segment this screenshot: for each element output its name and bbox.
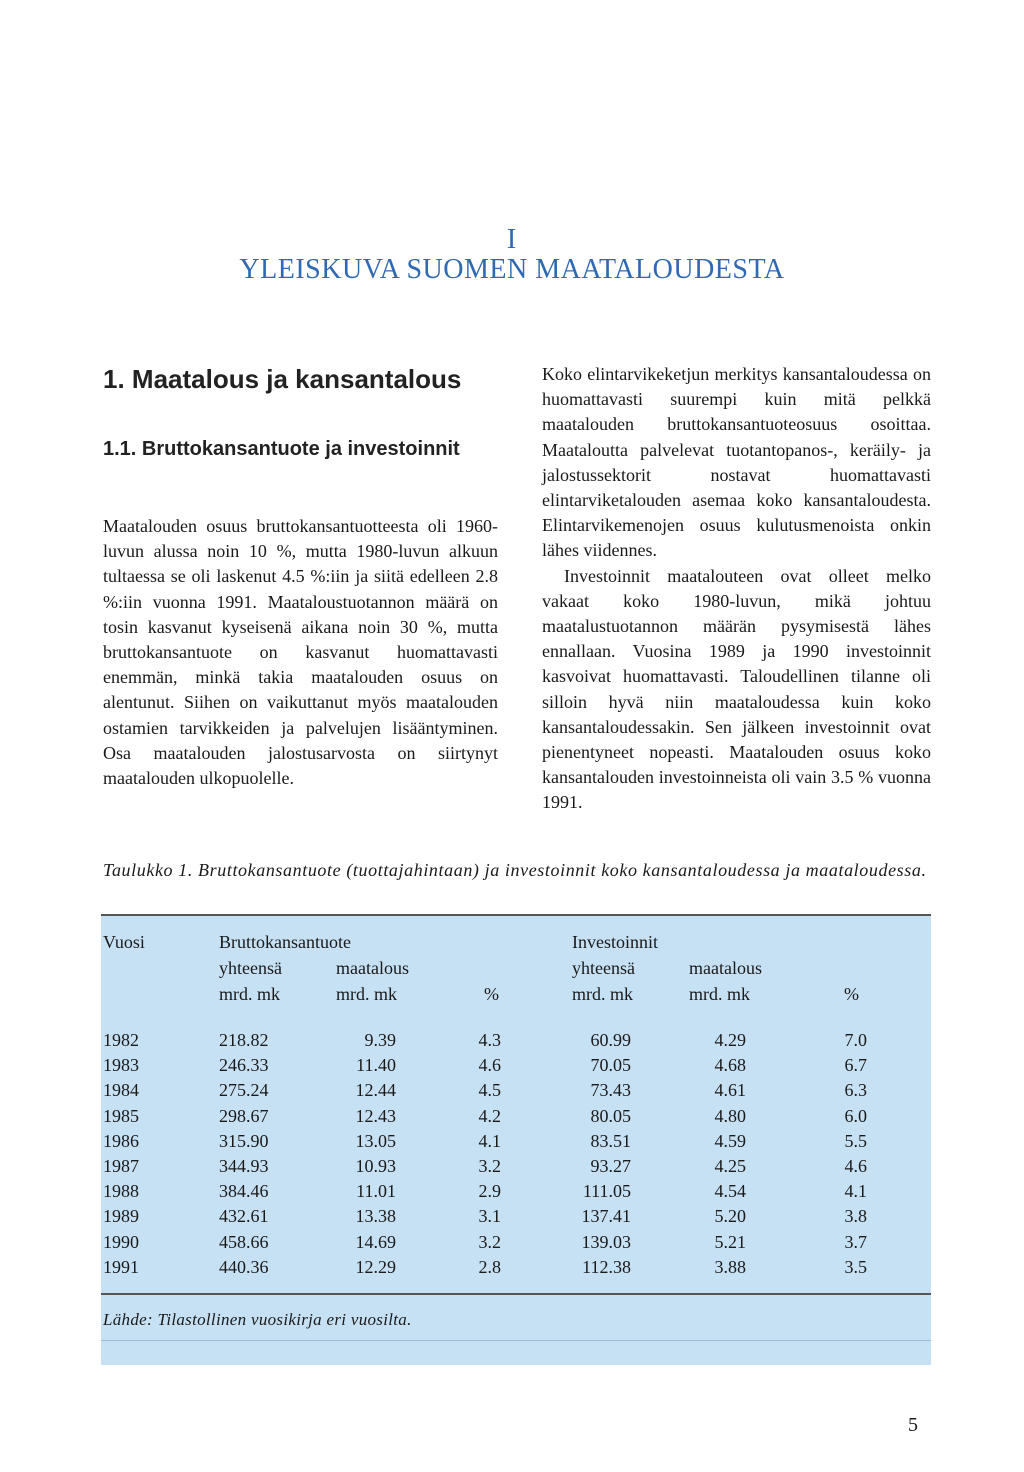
cell-inv-agri: 5.20: [714, 1206, 746, 1227]
cell-gdp-total: 275.24: [219, 1080, 269, 1101]
cell-gdp-total: 458.66: [219, 1231, 269, 1252]
chapter-title: YLEISKUVA SUOMEN MAATALOUDESTA: [239, 254, 785, 285]
cell-inv-total: 70.05: [590, 1055, 631, 1076]
cell-inv-total: 93.27: [590, 1156, 631, 1176]
cell-year: 1990: [103, 1231, 139, 1252]
page-number: 5: [908, 1414, 918, 1436]
header-inv-total: yhteensä: [572, 958, 635, 978]
cell-inv-total: 137.41: [581, 1206, 631, 1227]
cell-inv-percent: 3.8: [844, 1206, 867, 1227]
table-source: Lähde: Tilastollinen vuosikirja eri vuosilta.: [103, 1310, 412, 1329]
cell-gdp-total: 315.90: [219, 1130, 269, 1151]
cell-gdp-percent: 3.2: [478, 1156, 501, 1176]
cell-gdp-percent: 4.2: [478, 1105, 501, 1126]
cell-year: 1982: [103, 1030, 139, 1050]
cell-inv-total: 60.99: [590, 1030, 631, 1050]
cell-gdp-percent: 3.1: [478, 1206, 501, 1227]
header-gdp-total-unit: mrd. mk: [219, 984, 280, 1004]
cell-inv-percent: 7.0: [844, 1030, 867, 1050]
cell-gdp-agri: 12.43: [355, 1105, 396, 1126]
cell-inv-agri: 4.29: [714, 1030, 746, 1050]
table-end-rule: [101, 1340, 931, 1341]
cell-inv-total: 112.38: [582, 1256, 631, 1277]
header-investment-group: Investoinnit: [572, 932, 658, 952]
cell-inv-percent: 6.0: [844, 1105, 867, 1126]
cell-inv-total: 111.05: [582, 1181, 631, 1202]
cell-gdp-agri: 14.69: [355, 1231, 396, 1252]
data-table: [101, 914, 931, 1365]
cell-year: 1987: [103, 1156, 139, 1176]
cell-inv-percent: 6.7: [844, 1055, 867, 1076]
cell-gdp-agri: 9.39: [364, 1030, 396, 1050]
cell-inv-total: 139.03: [581, 1231, 631, 1252]
table-bottom-rule: [101, 1293, 931, 1295]
cell-gdp-total: 384.46: [219, 1181, 269, 1202]
left-paragraph: Maatalouden osuus bruttokansantuotteesta oli 1960-luvun alussa noin 10 %, mutta 1980-luvun alkuun tultaessa se oli laskenut 4.5 %:iin ja siitä edelleen 2.8 %:iin vuonna 1991. Maataloustuotannon määrä on tosin kasvanut kyseisenä aikana noin 30 %, mutta bruttokansantuote on kasvanut huomattavasti enemmän, minkä takia maatalouden osuus on alentunut. Siihen on vaikuttanut myös maatalouden ostamien tarvikkeiden ja palvelujen lisääntyminen. Osa maatalouden jalostusarvosta on siirtynyt maatalouden ulkopuolelle.: [103, 516, 498, 789]
right-paragraph-2: Investoinnit maatalouteen ovat olleet melko vakaat koko 1980-luvun, mikä johtuu maatalustuotannon määrän pysymisestä lähes ennallaan. Vuosina 1989 ja 1990 investoinnit kasvoivat huomattavasti. Taloudellinen tilanne oli silloin hyvä niin maataloudessa kuin koko kansantaloudessakin. Sen jälkeen investoinnit ovat pienentyneet nopeasti. Maatalouden osuus koko kansantalouden investoinneista oli vain 3.5 % vuonna 1991.: [542, 565, 931, 813]
cell-gdp-total: 246.33: [219, 1055, 269, 1076]
table-caption: Taulukko 1. Bruttokansantuote (tuottajahintaan) ja investoinnit koko kansantaloudessa ja maataloudessa.: [103, 860, 927, 880]
cell-gdp-agri: 11.40: [356, 1055, 396, 1076]
cell-inv-agri: 4.61: [714, 1080, 746, 1101]
cell-gdp-agri: 12.44: [355, 1080, 396, 1101]
cell-gdp-agri: 13.05: [355, 1130, 396, 1151]
cell-inv-agri: 4.54: [714, 1181, 746, 1202]
cell-gdp-percent: 3.2: [478, 1231, 501, 1252]
cell-year: 1991: [103, 1256, 139, 1277]
header-gdp-group: Bruttokansantuote: [219, 932, 351, 952]
right-column: [542, 362, 931, 816]
subsection-heading: 1.1. Bruttokansantuote ja investoinnit: [103, 438, 460, 460]
cell-year: 1984: [103, 1080, 139, 1101]
cell-inv-agri: 5.21: [714, 1231, 746, 1252]
cell-gdp-total: 218.82: [219, 1030, 269, 1050]
header-gdp-total: yhteensä: [219, 958, 282, 978]
cell-year: 1988: [103, 1181, 139, 1202]
table-top-rule: [101, 914, 931, 916]
cell-inv-total: 80.05: [590, 1105, 631, 1126]
header-year: Vuosi: [103, 932, 145, 952]
cell-inv-percent: 5.5: [844, 1130, 867, 1151]
cell-inv-agri: 3.88: [714, 1256, 746, 1277]
cell-inv-percent: 4.6: [844, 1156, 867, 1176]
cell-gdp-percent: 2.9: [478, 1181, 501, 1202]
cell-gdp-total: 344.93: [219, 1156, 269, 1176]
cell-inv-percent: 4.1: [844, 1181, 867, 1202]
cell-gdp-percent: 4.3: [478, 1030, 501, 1050]
cell-year: 1989: [103, 1206, 139, 1227]
cell-inv-total: 83.51: [590, 1130, 631, 1151]
chapter-number: I: [506, 224, 518, 255]
header-gdp-percent: %: [484, 984, 499, 1004]
cell-gdp-percent: 4.1: [478, 1130, 501, 1151]
cell-inv-agri: 4.80: [714, 1105, 746, 1126]
cell-year: 1983: [103, 1055, 139, 1076]
cell-inv-total: 73.43: [590, 1080, 631, 1101]
cell-gdp-agri: 12.29: [355, 1256, 396, 1277]
cell-year: 1986: [103, 1130, 139, 1151]
cell-gdp-total: 298.67: [219, 1105, 269, 1126]
left-column: [103, 514, 498, 791]
section-heading: 1. Maatalous ja kansantalous: [103, 364, 462, 394]
cell-inv-agri: 4.59: [714, 1130, 746, 1151]
cell-inv-percent: 3.7: [844, 1231, 867, 1252]
cell-inv-percent: 6.3: [844, 1080, 867, 1101]
cell-gdp-percent: 4.6: [478, 1055, 501, 1076]
cell-gdp-percent: 4.5: [478, 1080, 501, 1101]
cell-gdp-agri: 13.38: [355, 1206, 396, 1227]
cell-gdp-percent: 2.8: [478, 1256, 501, 1277]
cell-inv-agri: 4.25: [714, 1156, 746, 1176]
header-gdp-agri: maatalous: [336, 958, 409, 978]
cell-gdp-total: 432.61: [219, 1206, 269, 1227]
cell-gdp-total: 440.36: [219, 1256, 269, 1277]
right-paragraph-1: Koko elintarvikeketjun merkitys kansantaloudessa on huomattavasti suurempi kuin mitä pelkkä maatalouden bruttokansantuoteosuus osoittaa. Maataloutta palvelevat tuotantopanos-, keräily- ja jalostussektorit nostavat huomattavasti elintarviketalouden asemaa koko kansantaloudesta. Elintarvikemenojen osuus kulutusmenoista onkin lähes viidennes.: [542, 364, 931, 561]
header-inv-agri: maatalous: [689, 958, 762, 978]
header-inv-agri-unit: mrd. mk: [689, 984, 750, 1004]
cell-gdp-agri: 11.01: [356, 1181, 396, 1202]
header-inv-percent: %: [844, 984, 859, 1004]
header-gdp-agri-unit: mrd. mk: [336, 984, 397, 1004]
cell-inv-percent: 3.5: [844, 1256, 867, 1277]
cell-year: 1985: [103, 1105, 139, 1126]
cell-inv-agri: 4.68: [714, 1055, 746, 1076]
header-inv-total-unit: mrd. mk: [572, 984, 633, 1004]
cell-gdp-agri: 10.93: [355, 1156, 396, 1176]
